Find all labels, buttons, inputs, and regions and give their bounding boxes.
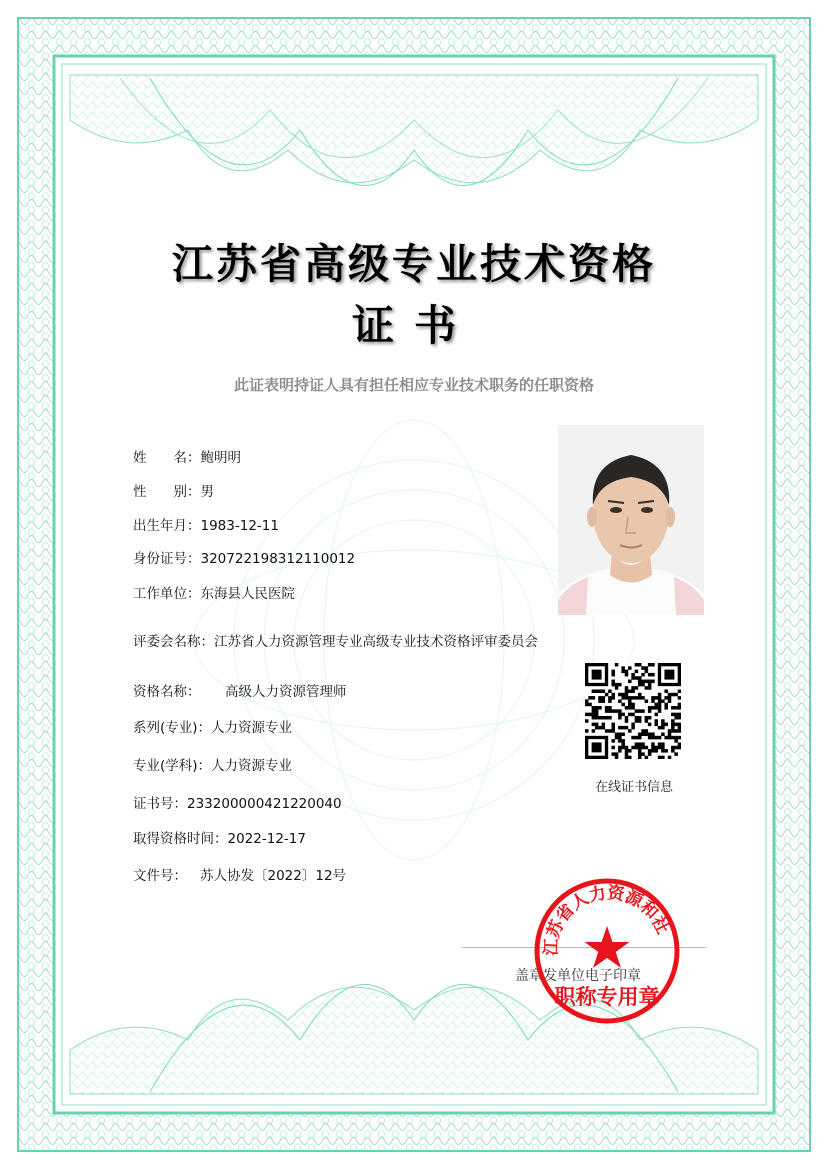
certificate-title-line2: 证书	[351, 301, 476, 350]
qr-code-image	[585, 663, 681, 759]
gender-value: 男	[200, 484, 214, 500]
major-row	[133, 754, 292, 774]
official-seal	[532, 876, 682, 1026]
major-value: 人力资源专业	[211, 758, 293, 774]
employer-label: 工作单位：	[133, 586, 201, 602]
birth-value: 1983-12-11	[200, 518, 279, 534]
id-label: 身份证号：	[133, 551, 201, 567]
seal-star-icon	[585, 926, 630, 968]
gender-label: 性 别：	[133, 484, 201, 500]
committee-row	[133, 630, 538, 650]
portrait-image	[558, 425, 704, 615]
seal-image	[532, 876, 682, 1026]
birth-label: 出生年月：	[133, 518, 201, 534]
committee-label: 评委会名称：	[133, 634, 214, 650]
doc-number-row	[133, 864, 346, 884]
name-label: 姓 名：	[133, 450, 201, 466]
employer-row	[133, 582, 295, 602]
major-label: 专业(学科)：	[133, 758, 212, 774]
name-row	[133, 446, 241, 466]
doc-number-label: 文件号：	[133, 868, 187, 884]
holder-photo	[558, 425, 704, 615]
series-value: 人力资源专业	[211, 720, 293, 736]
id-row	[133, 547, 355, 567]
series-row	[133, 716, 292, 736]
seal-center-text: 职称专用章	[554, 984, 660, 1009]
certificate-title: 江苏省高级专业技术资格	[172, 240, 656, 288]
qualify-date-value: 2022-12-17	[227, 831, 306, 847]
birth-row	[133, 514, 279, 534]
name-value: 鲍明明	[200, 450, 241, 466]
employer-value: 东海县人民医院	[200, 586, 295, 602]
id-value: 320722198312110012	[200, 551, 356, 567]
qualification-title-label: 资格名称：	[133, 684, 201, 700]
gender-row	[133, 480, 214, 500]
seal-ring-text: 江苏省人力资源和社	[541, 883, 673, 957]
cert-number-label: 证书号：	[133, 796, 187, 812]
qr-code[interactable]	[585, 663, 681, 759]
doc-number-value: 苏人协发〔2022〕12号	[200, 868, 347, 884]
qualification-title-row	[133, 680, 347, 700]
issuer-label: 盖章发单位电子印章	[515, 968, 641, 984]
certificate-subtitle: 此证表明持证人具有担任相应专业技术职务的任职资格	[233, 376, 594, 394]
committee-value: 江苏省人力资源管理专业高级专业技术资格评审委员会	[214, 634, 538, 650]
cert-number-row	[133, 792, 342, 812]
cert-number-value: 2332000004212200​40	[187, 796, 342, 812]
qualify-date-label: 取得资格时间：	[133, 831, 228, 847]
qualification-title-value: 高级人力资源管理师	[225, 684, 347, 700]
qualify-date-row	[133, 827, 306, 847]
qr-caption: 在线证书信息	[594, 780, 673, 795]
series-label: 系列(专业)：	[133, 720, 212, 736]
